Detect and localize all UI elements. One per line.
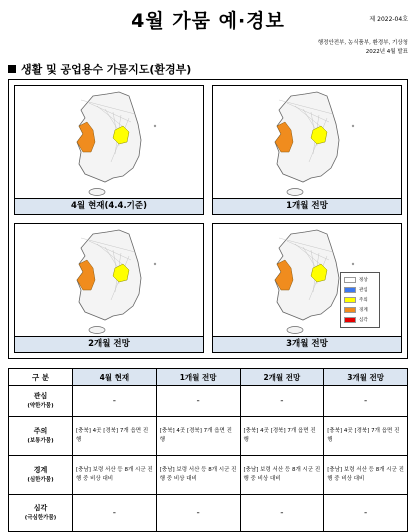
map-panel-2month xyxy=(14,223,204,353)
map-caption: 4월 현재(4.4.기준) xyxy=(15,198,203,214)
map-caption: 1개월 전망 xyxy=(213,198,401,214)
jeju-island xyxy=(89,327,105,334)
legend-swatch xyxy=(344,297,356,303)
table-cell: - xyxy=(240,386,324,417)
table-cell: - xyxy=(156,386,240,417)
legend-swatch xyxy=(344,307,356,313)
table-header-row xyxy=(9,369,408,386)
drought-forecast-table xyxy=(8,368,408,532)
legend-swatch xyxy=(344,287,356,293)
column-header: 4월 현재 xyxy=(73,369,157,386)
jeju-island xyxy=(287,327,303,334)
legend-item: 주의 xyxy=(344,295,376,305)
table-cell: - xyxy=(156,495,240,532)
column-header: 1개월 전망 xyxy=(156,369,240,386)
table-cell: [충남] 보령 서산 등 8개 시군 진행 중 비상 대비 xyxy=(156,456,240,495)
map-panel-1month xyxy=(212,85,402,215)
column-header: 3개월 전망 xyxy=(324,369,408,386)
column-header: 구 분 xyxy=(9,369,73,386)
document-number: 제 2022-04호 xyxy=(369,16,408,23)
map-panel-current xyxy=(14,85,204,215)
issuing-agencies: 행정안전부, 농식품부, 환경부, 기상청 xyxy=(317,40,408,46)
table-row xyxy=(9,386,408,417)
ulleung-island xyxy=(352,125,354,127)
table-cell: [충북] 4곳 [경북] 7개 읍면 진행 xyxy=(324,417,408,456)
column-header: 2개월 전망 xyxy=(240,369,324,386)
legend-item: 정상 xyxy=(344,275,376,285)
table-cell: - xyxy=(240,495,324,532)
ulleung-island xyxy=(154,125,156,127)
level-cell: 관심 (약한가뭄) xyxy=(9,386,73,417)
ulleung-island xyxy=(352,263,354,265)
legend-item: 관심 xyxy=(344,285,376,295)
map-caption: 3개월 전망 xyxy=(213,336,401,352)
jeju-island xyxy=(287,189,303,196)
table-row xyxy=(9,495,408,532)
map-caption: 2개월 전망 xyxy=(15,336,203,352)
square-bullet-icon xyxy=(8,65,16,73)
legend-swatch xyxy=(344,277,356,283)
page-title: 4월 가뭄 예·경보 xyxy=(131,10,285,32)
jeju-island xyxy=(89,189,105,196)
table-cell: [충남] 보령 서산 등 8개 시군 진행 중 비상 대비 xyxy=(240,456,324,495)
korea-drought-map xyxy=(15,86,203,198)
korea-drought-map xyxy=(213,86,401,198)
table-cell: - xyxy=(324,386,408,417)
table-cell: [충북] 4곳 [경북] 7개 읍면 진행 xyxy=(240,417,324,456)
level-cell: 주의 (보통가뭄) xyxy=(9,417,73,456)
map-legend xyxy=(340,272,380,328)
section-title: 생활 및 공업용수 가뭄지도(환경부) xyxy=(21,63,192,76)
table-row xyxy=(9,456,408,495)
table-cell: [충북] 4곳 [경북] 7개 읍면 진행 xyxy=(156,417,240,456)
table-cell: [충북] 4곳 [경북] 7개 읍면 진행 xyxy=(73,417,157,456)
level-cell: 심각 (극심한가뭄) xyxy=(9,495,73,532)
section-heading xyxy=(8,61,191,77)
table-row xyxy=(9,417,408,456)
legend-swatch xyxy=(344,317,356,323)
table-cell: - xyxy=(73,386,157,417)
table-cell: - xyxy=(73,495,157,532)
table-cell: - xyxy=(324,495,408,532)
legend-item: 경계 xyxy=(344,305,376,315)
table-cell: [충남] 보령 서산 등 8개 시군 진행 중 비상 대비 xyxy=(324,456,408,495)
table-cell: [충남] 보령 서산 등 8개 시군 진행 중 비상 대비 xyxy=(73,456,157,495)
issue-date: 2022년 4월 발표 xyxy=(365,49,408,55)
korea-drought-map xyxy=(15,224,203,336)
legend-item: 심각 xyxy=(344,315,376,325)
level-cell: 경계 (심한가뭄) xyxy=(9,456,73,495)
ulleung-island xyxy=(154,263,156,265)
